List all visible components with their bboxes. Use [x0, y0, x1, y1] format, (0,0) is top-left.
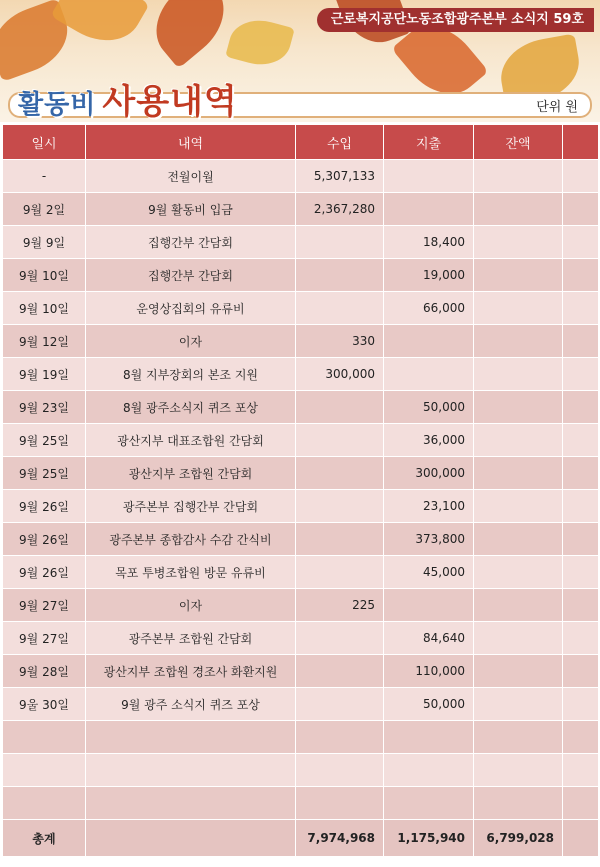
- cell-expense: 84,640: [384, 622, 474, 655]
- cell-item: 집행간부 간담회: [86, 259, 296, 292]
- table-row: [3, 589, 599, 622]
- cell-income: [296, 259, 384, 292]
- cell-date: 9월 12일: [3, 325, 86, 358]
- cell-balance: [474, 490, 563, 523]
- table-row: [3, 622, 599, 655]
- column-header-item: 내역: [86, 125, 296, 160]
- cell-extra: [563, 259, 599, 292]
- cell-item: 이자: [86, 325, 296, 358]
- cell-balance: [474, 193, 563, 226]
- table-row: [3, 325, 599, 358]
- table-row: [3, 787, 599, 820]
- cell-item: [86, 721, 296, 754]
- cell-date: 9울 30일: [3, 688, 86, 721]
- cell-expense: [384, 589, 474, 622]
- cell-date: 9월 25일: [3, 424, 86, 457]
- cell-item: 전월이월: [86, 160, 296, 193]
- cell-expense: [384, 325, 474, 358]
- cell-balance: [474, 292, 563, 325]
- table-row: [3, 424, 599, 457]
- column-header-date: 일시: [3, 125, 86, 160]
- cell-balance: [474, 622, 563, 655]
- column-header-income: 수입: [296, 125, 384, 160]
- maple-leaf-decoration: [140, 0, 240, 69]
- expense-table: [2, 124, 599, 857]
- table-row: [3, 688, 599, 721]
- maple-leaf-decoration: [225, 13, 295, 72]
- cell-extra: [563, 325, 599, 358]
- cell-item: 광산지부 조합원 경조사 화환지원: [86, 655, 296, 688]
- cell-balance: [474, 655, 563, 688]
- cell-income: [296, 292, 384, 325]
- cell-extra: [563, 358, 599, 391]
- cell-balance: [474, 160, 563, 193]
- cell-expense: [384, 193, 474, 226]
- table-row: [3, 391, 599, 424]
- total-extra: [563, 820, 599, 857]
- cell-income: [296, 391, 384, 424]
- table-body: [3, 160, 599, 820]
- cell-date: 9월 28일: [3, 655, 86, 688]
- cell-expense: 300,000: [384, 457, 474, 490]
- cell-extra: [563, 688, 599, 721]
- cell-income: [296, 523, 384, 556]
- total-label: 총계: [3, 820, 86, 857]
- cell-extra: [563, 391, 599, 424]
- header-banner: [0, 0, 600, 122]
- total-balance: 6,799,028: [474, 820, 563, 857]
- column-header-expense: 지출: [384, 125, 474, 160]
- cell-income: [296, 787, 384, 820]
- cell-extra: [563, 160, 599, 193]
- cell-expense: 66,000: [384, 292, 474, 325]
- title-small: 활동비: [18, 90, 97, 120]
- cell-extra: [563, 622, 599, 655]
- cell-extra: [563, 523, 599, 556]
- cell-date: 9월 26일: [3, 490, 86, 523]
- cell-income: [296, 622, 384, 655]
- cell-expense: 45,000: [384, 556, 474, 589]
- cell-item: 이자: [86, 589, 296, 622]
- cell-item: [86, 787, 296, 820]
- cell-income: 330: [296, 325, 384, 358]
- cell-extra: [563, 787, 599, 820]
- cell-extra: [563, 226, 599, 259]
- cell-extra: [563, 292, 599, 325]
- cell-balance: [474, 259, 563, 292]
- cell-income: [296, 490, 384, 523]
- cell-date: 9월 25일: [3, 457, 86, 490]
- cell-balance: [474, 754, 563, 787]
- cell-balance: [474, 358, 563, 391]
- cell-date: 9월 9일: [3, 226, 86, 259]
- cell-item: 8월 지부장회의 본조 지원: [86, 358, 296, 391]
- table-row: [3, 754, 599, 787]
- total-item: [86, 820, 296, 857]
- unit-label: 단위 원: [536, 100, 578, 115]
- cell-income: [296, 424, 384, 457]
- cell-balance: [474, 226, 563, 259]
- cell-date: 9월 10일: [3, 259, 86, 292]
- cell-item: 광산지부 조합원 간담회: [86, 457, 296, 490]
- cell-expense: 36,000: [384, 424, 474, 457]
- cell-extra: [563, 193, 599, 226]
- table-row: [3, 292, 599, 325]
- table-row: [3, 358, 599, 391]
- cell-item: 운영상집회의 유류비: [86, 292, 296, 325]
- cell-date: 9월 27일: [3, 589, 86, 622]
- cell-income: 5,307,133: [296, 160, 384, 193]
- cell-item: 8월 광주소식지 퀴즈 포상: [86, 391, 296, 424]
- cell-expense: [384, 160, 474, 193]
- cell-date: 9월 26일: [3, 556, 86, 589]
- title-big: 사용내역: [102, 82, 238, 122]
- cell-income: [296, 688, 384, 721]
- cell-extra: [563, 655, 599, 688]
- cell-expense: 50,000: [384, 688, 474, 721]
- cell-item: [86, 754, 296, 787]
- cell-date: [3, 721, 86, 754]
- table-row: [3, 721, 599, 754]
- cell-balance: [474, 325, 563, 358]
- cell-date: 9월 10일: [3, 292, 86, 325]
- cell-income: 2,367,280: [296, 193, 384, 226]
- cell-balance: [474, 721, 563, 754]
- cell-income: [296, 655, 384, 688]
- issue-banner: 근로복지공단노동조합광주본부 소식지 59호: [317, 8, 594, 32]
- total-expense: 1,175,940: [384, 820, 474, 857]
- cell-item: 광주본부 조합원 간담회: [86, 622, 296, 655]
- cell-item: 집행간부 간담회: [86, 226, 296, 259]
- cell-expense: 373,800: [384, 523, 474, 556]
- cell-balance: [474, 556, 563, 589]
- table-row: [3, 193, 599, 226]
- column-header-extra: [563, 125, 599, 160]
- cell-expense: 18,400: [384, 226, 474, 259]
- table-row: [3, 655, 599, 688]
- cell-item: 광주본부 종합감사 수감 간식비: [86, 523, 296, 556]
- table-row: [3, 259, 599, 292]
- cell-income: [296, 457, 384, 490]
- cell-expense: [384, 358, 474, 391]
- total-income: 7,974,968: [296, 820, 384, 857]
- table-row: [3, 160, 599, 193]
- cell-balance: [474, 523, 563, 556]
- cell-extra: [563, 490, 599, 523]
- cell-date: -: [3, 160, 86, 193]
- cell-expense: 110,000: [384, 655, 474, 688]
- cell-extra: [563, 556, 599, 589]
- cell-expense: [384, 787, 474, 820]
- cell-item: 9월 활동비 입금: [86, 193, 296, 226]
- cell-date: 9월 23일: [3, 391, 86, 424]
- cell-balance: [474, 391, 563, 424]
- cell-extra: [563, 721, 599, 754]
- cell-income: [296, 721, 384, 754]
- column-header-balance: 잔액: [474, 125, 563, 160]
- cell-item: 목포 투병조합원 방문 유류비: [86, 556, 296, 589]
- cell-date: [3, 754, 86, 787]
- cell-date: 9월 26일: [3, 523, 86, 556]
- table-row: [3, 226, 599, 259]
- cell-balance: [474, 688, 563, 721]
- table-header-row: [3, 125, 599, 160]
- cell-income: [296, 556, 384, 589]
- cell-expense: [384, 721, 474, 754]
- cell-date: 9월 19일: [3, 358, 86, 391]
- cell-expense: 19,000: [384, 259, 474, 292]
- cell-balance: [474, 457, 563, 490]
- cell-income: 300,000: [296, 358, 384, 391]
- cell-balance: [474, 589, 563, 622]
- cell-expense: 50,000: [384, 391, 474, 424]
- cell-extra: [563, 589, 599, 622]
- cell-date: 9월 27일: [3, 622, 86, 655]
- cell-date: 9월 2일: [3, 193, 86, 226]
- cell-date: [3, 787, 86, 820]
- table-row: [3, 523, 599, 556]
- table-row: [3, 490, 599, 523]
- cell-extra: [563, 424, 599, 457]
- cell-income: 225: [296, 589, 384, 622]
- total-row: [3, 820, 599, 857]
- page-title: [18, 74, 238, 122]
- cell-expense: [384, 754, 474, 787]
- cell-balance: [474, 787, 563, 820]
- cell-income: [296, 226, 384, 259]
- cell-balance: [474, 424, 563, 457]
- cell-item: 9월 광주 소식지 퀴즈 포상: [86, 688, 296, 721]
- table-row: [3, 556, 599, 589]
- cell-extra: [563, 754, 599, 787]
- cell-income: [296, 754, 384, 787]
- cell-item: 광주본부 집행간부 간담회: [86, 490, 296, 523]
- cell-item: 광산지부 대표조합원 간담회: [86, 424, 296, 457]
- cell-expense: 23,100: [384, 490, 474, 523]
- cell-extra: [563, 457, 599, 490]
- table-row: [3, 457, 599, 490]
